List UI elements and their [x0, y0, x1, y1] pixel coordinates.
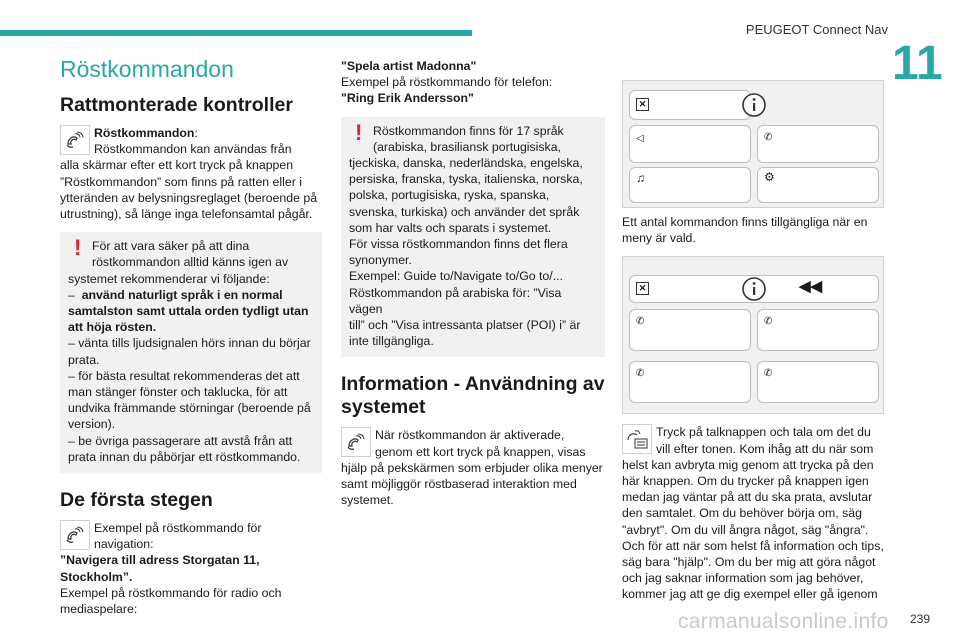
column-3 [622, 80, 884, 603]
voice-screen-menu-1 [622, 80, 884, 208]
navigation-example-paragraph: Exempel på röstkommando för navigation: ”Navigera till adress Storgatan 11, Stockholm”. Exempel på röstkommando för radio och mediaspelare: [60, 521, 282, 617]
menu-note: Ett antal kommandon finns tillgängliga när en meny är vald. [622, 215, 868, 246]
column-1 [60, 56, 322, 617]
chapter-number: 11 [892, 37, 943, 90]
heading-information-usage: Information - Användning av systemet [341, 373, 605, 419]
warning-box-languages: ! Röstkommandon finns för 17 språk (arabiska, brasiliansk portugisiska, tjeckiska, danska, nederländska, engelska, persiska, franska, tyska, italienska, norska, polska, portugisiska, ryska, spanska, svenska, turkiska) och använder det språk som har valts och sparats i systemet. För vissa röstkommandon finns det flera synonymer. Exempel: Guide to/Navigate to/Go to/... Röstkommandon på arabiska för: ”Visa vägen till” och ”Visa intressanta platser (POI) i” är inte tillgängliga. [341, 117, 605, 358]
talk-button-icon [622, 424, 652, 454]
screen-button [757, 361, 879, 403]
screen-button [629, 361, 751, 403]
music-icon: ♫ [636, 171, 645, 185]
heading-steering-controls: Rattmonterade kontroller [60, 94, 293, 116]
phone-icon: ✆ [636, 316, 645, 328]
screen-button [629, 309, 751, 351]
phone-icon: ✆ [636, 368, 645, 380]
back-icon: ◀◀ [799, 278, 823, 296]
screen-button [757, 167, 879, 203]
info-icon [741, 92, 767, 122]
page-number: 239 [910, 612, 931, 626]
heading-first-steps: De första stegen [60, 489, 213, 512]
phone-icon: ✆ [764, 316, 773, 328]
warning-icon: ! [74, 235, 82, 261]
info-paragraph: När röstkommandon är aktiverade, genom ett kort tryck på knappen, visas hjälp på pekskärmen som erbjuder olika menyer samt möjliggör röstbaserad interaktion med systemet. [341, 428, 603, 508]
artist-example: "Spela artist Madonna" [341, 59, 477, 73]
section-title: Röstkommandon [60, 56, 234, 82]
voice-screen-menu-2 [622, 256, 884, 414]
settings-icon: ⚙ [764, 170, 775, 184]
voice-command-icon [60, 125, 90, 155]
column-2: "Spela artist Madonna" Exempel på röstkommando för telefon: "Ring Erik Andersson" ! Röstkommandon finns för 17 språk (arabiska, brasiliansk portugisiska, tjeckiska, danska, nederländska, engelska, persiska, franska, tyska, italienska, norska, polska, portugisiska, ryska, spanska, svenska, turkiska) och använder det språk som har valts och sparats i systemet. För vissa röstkommandon finns det flera synonymer. Exempel: Guide to/Navigate to/Go to/... Röstkommandon på arabiska för: ”Visa vägen till” och ”Visa intressanta platser (POI) i” är inte tillgängliga. Information - Användning av systemet När röstkommandon är aktiverade, genom ett kort tryck på knappen, visas hjälp på pekskärmen som erbjuder olika menyer samt möjliggör röstbaserad interaktion med systemet. [341, 59, 605, 508]
voice-label: Röstkommandon [94, 126, 195, 140]
phone-icon: ✆ [764, 132, 773, 143]
voice-command-icon [60, 520, 90, 550]
phone-icon: ✆ [764, 368, 773, 380]
screen-button [757, 125, 879, 163]
screen-button [757, 309, 879, 351]
warning-icon: ! [355, 119, 363, 145]
warning-box-recommendations: ! För att vara säker på att dina röstkommandon alltid känns igen av systemet rekommenderar vi följande: – använd naturligt språk i en normal samtalston samt uttala orden tydligt utan att höja rösten. – vänta tills ljudsignalen hörs innan du börjar prata. – för bästa resultat rekommenderas det att man stänger fönster och taklucka, för att undvika främmande störningar (beroende på version). – be övriga passagerare att avstå från att prata innan du påbörjar ett röstkommando. [60, 232, 322, 473]
voice-command-icon [341, 427, 371, 457]
talk-button-paragraph: Tryck på talknappen och tala om det du vill efter tonen. Kom ihåg att du när som helst kan avbryta mig genom att trycka på den här knappen. Om du trycker på knappen igen medan jag väntar på att du ska prata, avslutar den samtalet. Om du behöver börja om, säg "avbryt". Om du vill ångra något, säg "ångra". Och för att när som helst få information och tips, säg bara "hjälp". Om du ber mig att göra något och jag saknar information som jag behöver, kommer jag att ge dig exempel eller gå igenom [622, 425, 884, 602]
screen-button [629, 90, 751, 120]
phone-example: "Ring Erik Andersson" [341, 91, 474, 106]
screen-button [629, 167, 751, 203]
header-title: PEUGEOT Connect Nav [745, 22, 888, 37]
screen-button [629, 125, 751, 163]
voice-command-paragraph: Röstkommandon: Röstkommandon kan användas från alla skärmar efter ett kort tryck på knappen ”Röstkommandon” som finns på ratten eller i ytteränden av belysningsreglaget (beroende på utrustning), så länge inga telefonsamtal pågår. [60, 126, 318, 222]
info-icon [741, 276, 767, 306]
watermark: carmanualsonline.info [678, 610, 889, 633]
close-icon: ✕ [636, 98, 649, 111]
header-accent-bar [0, 30, 472, 36]
close-icon: ✕ [636, 282, 649, 295]
navigation-icon: ◁ [636, 133, 644, 144]
